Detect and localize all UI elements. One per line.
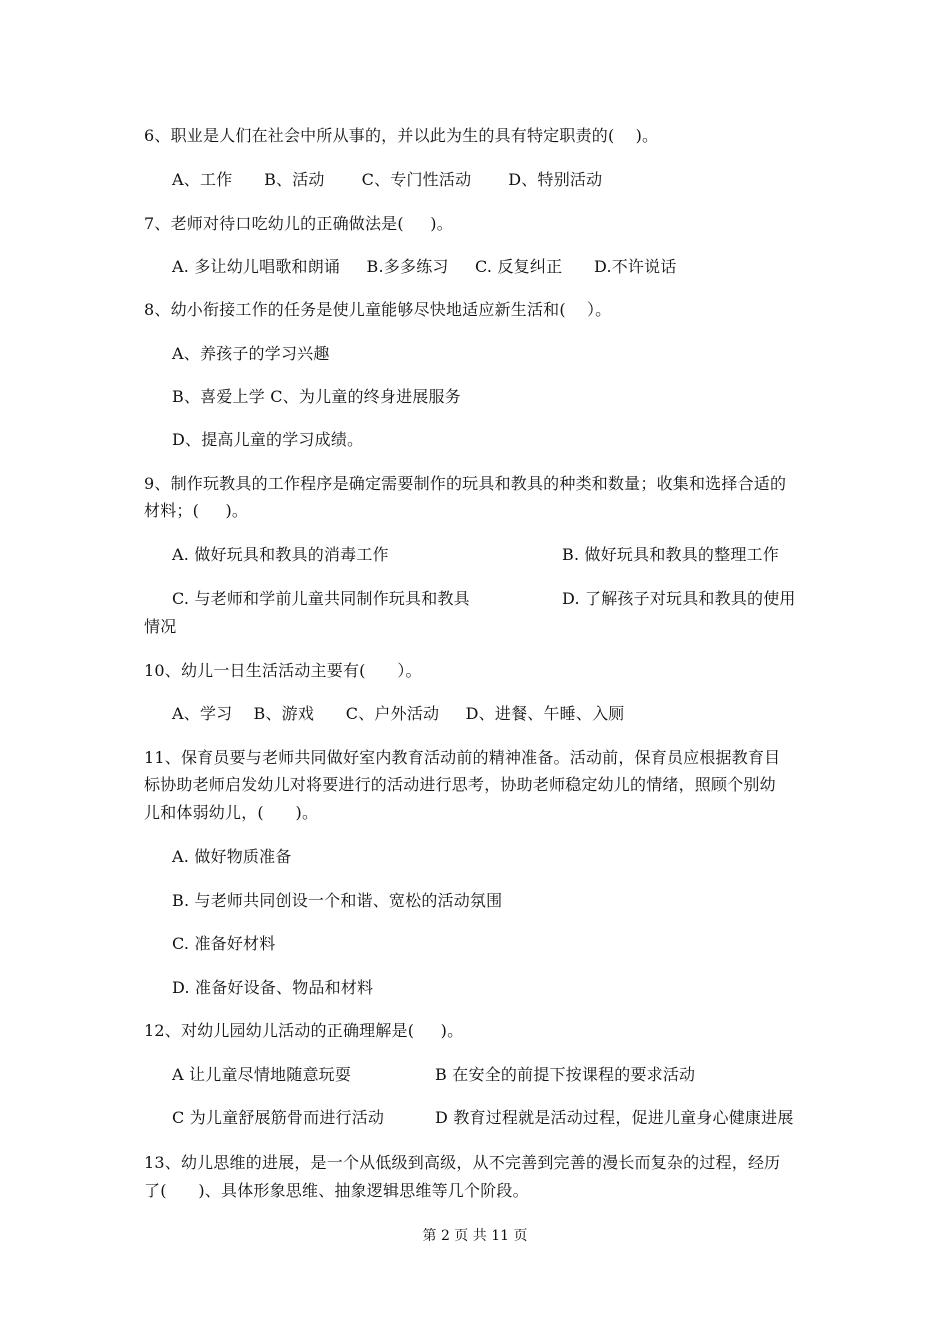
question-12-option-d: D 教育过程就是活动过程，促进儿童身心健康进展	[435, 1108, 794, 1127]
question-9-stem-line2: 材料；( )。	[144, 501, 249, 520]
question-13-stem-line2: 了( )、具体形象思维、抽象逻辑思维等几个阶段。	[144, 1181, 529, 1200]
question-9-option-c: C. 与老师和学前儿童共同制作玩具和教具	[172, 589, 470, 608]
question-12-option-a: A 让儿童尽情地随意玩耍	[172, 1065, 352, 1084]
question-9-option-a: A. 做好玩具和教具的消毒工作	[172, 545, 389, 564]
question-12-stem: 12、对幼儿园幼儿活动的正确理解是( )。	[144, 1021, 464, 1040]
question-9-option-b: B. 做好玩具和教具的整理工作	[562, 545, 779, 564]
question-12-option-c: C 为儿童舒展筋骨而进行活动	[172, 1108, 385, 1127]
question-8-stem: 8、幼小衔接工作的任务是使儿童能够尽快地适应新生活和( ）。	[144, 300, 612, 319]
question-11-option-b: B. 与老师共同创设一个和谐、宽松的活动氛围	[172, 891, 503, 910]
question-6-stem: 6、职业是人们在社会中所从事的，并以此为生的具有特定职责的( )。	[144, 126, 659, 145]
page-footer: 第 2 页 共 11 页	[422, 1228, 528, 1244]
question-10-options: A、学习 B、游戏 C、户外活动 D、进餐、午睡、入厕	[172, 704, 625, 723]
question-11-option-a: A. 做好物质准备	[172, 847, 292, 866]
question-12-option-b: B 在安全的前提下按课程的要求活动	[435, 1065, 696, 1084]
question-7-options: A. 多让幼儿唱歌和朗诵 B.多多练习 C. 反复纠正 D.不许说话	[172, 257, 677, 276]
question-8-option-a: A、养孩子的学习兴趣	[172, 344, 330, 363]
question-8-option-bc: B、喜爱上学 C、为儿童的终身进展服务	[172, 387, 461, 406]
question-6-options: A、工作 B、活动 C、专门性活动 D、特别活动	[172, 170, 603, 189]
question-7-stem: 7、老师对待口吃幼儿的正确做法是( )。	[144, 214, 453, 233]
question-11-stem-line3: 儿和体弱幼儿，( )。	[144, 803, 319, 822]
question-11-stem-line1: 11、保育员要与老师共同做好室内教育活动前的精神准备。活动前，保育员应根据教育目	[144, 748, 781, 767]
question-9-option-d-continued: 情况	[144, 617, 177, 636]
question-13-stem-line1: 13、幼儿思维的进展，是一个从低级到高级，从不完善到完善的漫长而复杂的过程，经历	[144, 1153, 781, 1172]
question-11-option-c: C. 准备好材料	[172, 934, 276, 953]
question-9-option-d: D. 了解孩子对玩具和教具的使用	[562, 589, 796, 608]
question-10-stem: 10、幼儿一日生活活动主要有( ）。	[144, 661, 422, 680]
question-8-option-d: D、提高儿童的学习成绩。	[172, 430, 364, 449]
question-11-option-d: D. 准备好设备、物品和材料	[172, 978, 374, 997]
question-9-stem-line1: 9、制作玩教具的工作程序是确定需要制作的玩具和教具的种类和数量；收集和选择合适的	[144, 474, 787, 493]
question-11-stem-line2: 标协助老师启发幼儿对将要进行的活动进行思考，协助老师稳定幼儿的情绪，照顾个别幼	[144, 775, 776, 794]
